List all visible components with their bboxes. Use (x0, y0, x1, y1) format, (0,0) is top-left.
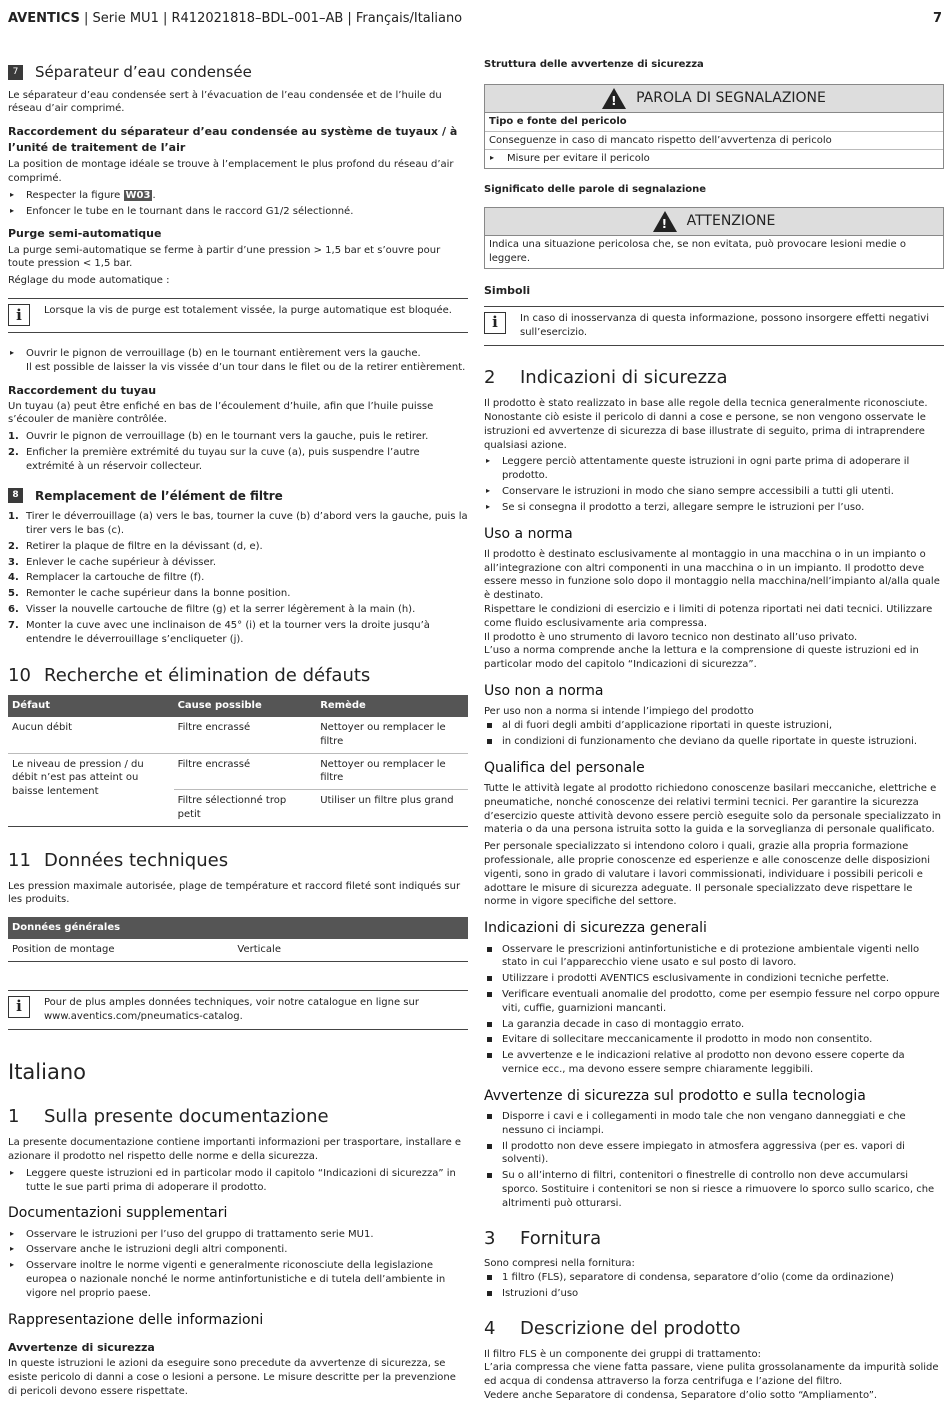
list-item: 3. Enlever le cache supérieur à dévisser. (8, 556, 217, 568)
table-row: Filtre sélectionné trop petit Utiliser un filtre plus grand (8, 790, 468, 827)
raccordement-heading: Raccordement du séparateur d’eau condensée au système de tuyaux / à l’unité de traitement de l’air (8, 125, 458, 155)
list-item: Le avvertenze e le indicazioni relative al prodotto non devono essere coperte da vernice ecc., ma devono essere sempre chiaramente leggibili. (484, 1049, 944, 1077)
section-11-text: Les pression maximale autorisée, plage de température et raccord fileté sont indiqués sur les produits. (8, 880, 461, 906)
info-icon: i (8, 304, 30, 326)
signif-heading: Significato delle parole di segnalazione (484, 184, 707, 196)
tech-data-table: Données générales Position de montage Verticale (8, 917, 468, 962)
tec-heading: Avvertenze di sicurezza sul prodotto e sulla tecnologia (484, 1087, 866, 1104)
section-3-heading: 3 Fornitura (484, 1227, 602, 1249)
rapp-heading: Rappresentazione delle informazioni (8, 1311, 264, 1328)
raccordement-text: La position de montage idéale se trouve à l’emplacement le plus profond du réseau d’air comprimé. (8, 159, 454, 184)
struct-heading: Struttura delle avvertenze di sicurezza (484, 59, 704, 70)
list-item: ▸ Conservare le istruzioni in modo che siano sempre accessibili a tutti gli utenti. (484, 485, 944, 499)
list-item: 5. Remonter le cache supérieur dans la bonne position. (8, 588, 291, 600)
filter-steps (8, 510, 468, 646)
tuyau-steps (8, 430, 468, 473)
page-number: 7 (932, 11, 942, 26)
list-item: 2. Enficher la première extrémité du tuyau sur la cuve (a), puis suspendre l’autre extrémité à un réservoir collecteur. (8, 447, 420, 472)
left-column (8, 62, 468, 1402)
purge-heading: Purge semi-automatique (8, 227, 162, 241)
header-title: AVENTICS | Serie MU1 | R412021818–BDL–001–AB | Français/Italiano (8, 11, 463, 26)
section-7-heading: 7 Séparateur d’eau condensée (8, 62, 468, 83)
list-item: 1. Tirer le déverrouillage (a) vers le bas, tourner la cuve (b) d’abord vers la gauche, puis la tirer vers le bas (c). (8, 511, 468, 536)
right-column: Struttura delle avvertenze di sicurezza ! PAROLA DI SEGNALAZIONE Tipo e fonte del pericolo Conseguenze in caso di mancato rispetto dell’avvertenza di pericolo ▸ Misure per evitare il pericolo Significato delle parole di segnalazione ! ATTENZIONE Indica una situazione pericolosa che, se non evitata, può provocare lesioni medie o leggere. Simboli i In caso di inosservanza di questa informazione, possono insorgere effetti negativi sull’esercizio. 2 Indicazioni di sicurezza Il prodotto è stato realizzato in base alle regole della tecnica generalmente riconosciute. Nonostante ciò esiste il pericolo di danni a cose e persone, se non vengono osservate le istruzioni ed avvertenze di sicurezza di base illustrate di seguito, prima di intraprendere qualsiasi azione. ▸ Leggere perciò attentamente queste istruzioni in ogni parte prima di adoperare il prodotto. ▸ Conservare le istruzioni in modo che siano sempre accessibili a tutti gli utenti. ▸ Se si consegna il prodotto a terzi, allegare sempre le istruzioni per l’uso. Uso a norma Il prodotto è destinato esclusivamente al montaggio in una macchina o in un impianto o all’integrazione con altri componenti in una macchina o in un impianto. Il prodotto deve essere messo in funzione solo dopo il montaggio nella macchina/nell’impianto al/alla quale è destinato. Rispettare le condizioni di esercizio e i limiti di potenza riportati nei dati tecnici. Utilizzare come fluido esclusivamente aria compressa. Il prodotto è uno strumento di lavoro tecnico non destinato all’uso privato. L’uso a norma comprende anche la lettura e la comprensione di queste istruzioni ed in particolar modo del capitolo “Indicazioni di sicurezza”. Uso non a norma Per uso non a norma si intende l’impiego del prodotto al di fuori degli ambiti d’applicazione riportati in queste istruzioni, in condizioni di funzionamento che deviano da quelle riportate in queste istruzioni. Qualifica del personale Tutte le attività legate al prodotto richiedono conoscenze basilari meccaniche, elettriche e pneumatiche, nonché conoscenze dei relativi termini tecnici. Per garantire la sicurezza d’esercizio queste attività devono essere perciò eseguite solo da personale specializzato in materia o da una persona istruita sotto la guida e la sorveglianza di personale qualificato. Per personale specializzato si intendono coloro i quali, grazie alla propria formazione professionale, alle proprie conoscenze ed esperienze e alle conoscenze delle disposizioni vigenti, sono in grado di valutare i lavori commissionati, individuare i possibili pericoli e adottare le misure di sicurezza adeguate. Il personale specializzato deve rispettare le norme in vigore specifiche del settore. Indicazioni di sicurezza generali Osservare le prescrizioni antinfortunistiche e di protezione ambientale vigenti nello stato in cui l’apparecchio viene usato e sul posto di lavoro. Utilizzare i prodotti AVENTICS esclusivamente in condizioni tecniche perfette. Verificare eventuali anomalie del prodotto, come per esempio fessure nel corpo oppure viti, cuffie, guarnizioni mancanti. La garanzia decade in caso di montaggio errato. Evitare di sollecitare meccanicamente il prodotto in modo non consentito. Le avvertenze e le indicazioni relative al prodotto non devono essere coperte da vernice ecc., ma devono essere sempre chiaramente leggibili. Avvertenze di sicurezza sul prodotto e sulla tecnologia Disporre i cavi e i collegamenti in modo tale che non vengano danneggiati e che nessuno ci inciampi. Il prodotto non deve essere impiegato in atmosfera aggressiva (per es. vapori di solventi). Su o all’interno di filtri, contenitori o finestrelle di controllo non deve accumularsi sporco. Sostituire i contenitori se non si riesce a rimuovere lo sporco sullo scarico, che altrimenti può otturarsi. 3 Fornitura Sono compresi nella fornitura: 1 filtro (FLS), separatore di condensa, separatore d’olio (come da ordinazione) Istruzioni d’uso 4 Descrizione del prodotto Il filtro FLS è un componente dei gruppi di trattamento: L’aria compressa che viene fatta passare, viene pulita grossolanamente da impurità solide ed acqua di condensa attraverso la forza centrifuga e l’azione del filtro. Vedere anche Separatore di condensa, Separatore d’olio sotto “Ampliamento”. (484, 58, 944, 1406)
doc-heading: Documentazioni supplementari (8, 1205, 228, 1222)
gen-heading: Indicazioni di sicurezza generali (484, 920, 707, 937)
list-item: 4. Remplacer la cartouche de filtre (f). (8, 572, 205, 584)
info-text: In caso di inosservanza di questa informazione, possono insorgere effetti negativi sull’esercizio. (520, 312, 929, 338)
info-text: Pour de plus amples données techniques, voir notre catalogue en ligne sur www.aventics.com/pneumatics-catalog. (44, 996, 419, 1022)
uso-heading: Uso a norma (484, 525, 573, 542)
purge-list (8, 347, 468, 375)
list-item: 1. Ouvrir le pignon de verrouillage (b) en le tournant vers la gauche, puis le retirer. (8, 431, 429, 443)
warning-structure-box: ! PAROLA DI SEGNALAZIONE Tipo e fonte del pericolo Conseguenze in caso di mancato rispetto dell’avvertenza di pericolo ▸ Misure per evitare il pericolo (484, 84, 944, 169)
list-item: ▸ Leggere queste istruzioni ed in particolar modo il capitolo “Indicazioni di sicurezza” in tutte le sue parti prima di adoperare il prodotto. (8, 1167, 468, 1195)
language-heading: Italiano (8, 1060, 86, 1085)
list-item: Utilizzare i prodotti AVENTICS esclusivamente in condizioni tecniche perfette. (484, 972, 944, 986)
section-badge: 7 (8, 65, 23, 80)
list-item: al di fuori degli ambiti d’applicazione riportati in queste istruzioni, (484, 719, 944, 733)
info-text: Lorsque la vis de purge est totalement vissée, la purge automatique est bloquée. (44, 304, 452, 316)
info-box (484, 306, 944, 347)
nonorma-heading: Uso non a norma (484, 683, 604, 700)
section-10-heading: 10 Recherche et élimination de défauts (8, 665, 371, 687)
tuyau-text: Un tuyau (a) peut être enfiché en bas de l’écoulement d’huile, afin que l’huile puisse s’écouler de manière contrôlée. (8, 400, 434, 426)
rapp-subheading: Avvertenze di sicurezza (8, 1340, 155, 1354)
info-icon: i (484, 312, 506, 334)
page-header (8, 10, 942, 28)
list-item: ▸ Ouvrir le pignon de verrouillage (b) en le tournant entièrement vers la gauche. Il est possible de laisser la vis vissée d’un tour dans le filet ou de la retirer entièrement. (8, 347, 468, 375)
list-item: ▸ Enfoncer le tube en le tournant dans le raccord G1/2 sélectionné. (8, 205, 468, 219)
list-item: ▸ Osservare inoltre le norme vigenti e generalmente riconosciute della legislazione europea o nazionale nonché le norme antinfortunistiche e di tutela dell’ambiente in vigore nel proprio paese. (8, 1259, 468, 1300)
section-2-heading: 2 Indicazioni di sicurezza (484, 367, 728, 389)
list-item: ▸ Osservare le istruzioni per l’uso del gruppo di trattamento serie MU1. (8, 1228, 468, 1242)
simboli-heading: Simboli (484, 283, 531, 297)
figure-ref[interactable]: W03 (125, 189, 151, 201)
raccordement-list (8, 189, 468, 219)
table-row: Position de montage Verticale (8, 939, 468, 961)
section-1-heading: 1 Sulla presente documentazione (8, 1106, 329, 1128)
section-4-heading: 4 Descrizione del prodotto (484, 1317, 741, 1339)
warning-icon: ! (653, 211, 677, 232)
list-item: ▸ Osservare anche le istruzioni degli altri componenti. (8, 1243, 468, 1257)
list-item: Su o all’interno di filtri, contenitori o finestrelle di controllo non deve accumularsi sporco. Sostituire i contenitori se non si riesce a rimuovere lo sporco sullo scarico, che altrimenti può otturarsi. (484, 1169, 944, 1210)
purge-text: La purge semi-automatique se ferme à partir d’une pression > 1,5 bar et s’ouvre pour toute pression < 1,5 bar. (8, 244, 441, 270)
rapp-text: In queste istruzioni le azioni da eseguire sono precedute da avvertenze di sicurezza, se esiste pericolo di danni a cose o lesioni a persone. Le misure descritte per la prevenzione di pericoli devono essere rispettate. (8, 1358, 456, 1397)
list-item: 6. Visser la nouvelle cartouche de filtre (g) et la serrer légèrement à la main (h). (8, 603, 416, 615)
list-item: Evitare di sollecitare meccanicamente il prodotto in modo non consentito. (484, 1033, 944, 1047)
list-item: Il prodotto non deve essere impiegato in atmosfera aggressiva (per es. vapori di solventi). (484, 1140, 944, 1168)
table-header: Défaut Cause possible Remède (8, 695, 468, 717)
list-item: Istruzioni d’uso (484, 1287, 944, 1301)
section-8-heading: 8 Remplacement de l’élément de filtre (8, 488, 468, 505)
list-item: Disporre i cavi e i collegamenti in modo tale che non vengano danneggiati e che nessuno ci inciampi. (484, 1110, 944, 1138)
tuyau-heading: Raccordement du tuyau (8, 383, 157, 397)
list-item: La garanzia decade in caso di montaggio errato. (484, 1018, 944, 1032)
section-1-text: La presente documentazione contiene importanti informazioni per trasportare, installare e azionare il prodotto nel rispetto delle norme e della sicurezza. (8, 1137, 462, 1162)
attention-box: ! ATTENZIONE Indica una situazione pericolosa che, se non evitata, può provocare lesioni medie o leggere. (484, 207, 944, 269)
info-box (8, 990, 468, 1031)
info-icon: i (8, 996, 30, 1018)
section-badge: 8 (8, 488, 23, 503)
table-row: Aucun débit Filtre encrassé Nettoyer ou remplacer le filtre (8, 717, 468, 753)
table-row: Le niveau de pression / du débit n’est pas atteint ou baisse lentement Filtre encrassé Nettoyer ou remplacer le filtre (8, 753, 468, 790)
troubleshooting-table (8, 695, 468, 827)
list-item: in condizioni di funzionamento che deviano da quelle riportate in queste istruzioni. (484, 735, 944, 749)
list-item: 1 filtro (FLS), separatore di condensa, separatore d’olio (come da ordinazione) (484, 1271, 944, 1285)
list-item: Verificare eventuali anomalie del prodotto, come per esempio fessure nel corpo oppure viti, cuffie, guarnizioni mancanti. (484, 988, 944, 1016)
purge-text-2: Réglage du mode automatique : (8, 275, 170, 287)
section-11-heading: 11 Données techniques (8, 849, 229, 871)
info-box (8, 298, 468, 333)
list-item: ▸ Respecter la figure W03 . (8, 189, 468, 203)
list-item: 7. Monter la cuve avec une inclinaison de 45° (i) et la tourner vers la droite jusqu’à entendre le déverrouillage s’encliqueter (j). (8, 619, 430, 645)
list-item: ▸ Leggere perciò attentamente queste istruzioni in ogni parte prima di adoperare il prodotto. (484, 455, 944, 483)
list-item: 2. Retirer la plaque de filtre en la dévissant (d, e). (8, 540, 263, 552)
list-item: Osservare le prescrizioni antinfortunistiche e di protezione ambientale vigenti nello stato in cui l’apparecchio viene usato e sul posto di lavoro. (484, 943, 944, 971)
qual-heading: Qualifica del personale (484, 759, 645, 776)
section-7-intro: Le séparateur d’eau condensée sert à l’évacuation de l’eau condensée et de l’huile du réseau d’air comprimé. (8, 89, 442, 115)
warning-icon: ! (602, 88, 626, 109)
list-item: ▸ Se si consegna il prodotto a terzi, allegare sempre le istruzioni per l’uso. (484, 501, 944, 515)
